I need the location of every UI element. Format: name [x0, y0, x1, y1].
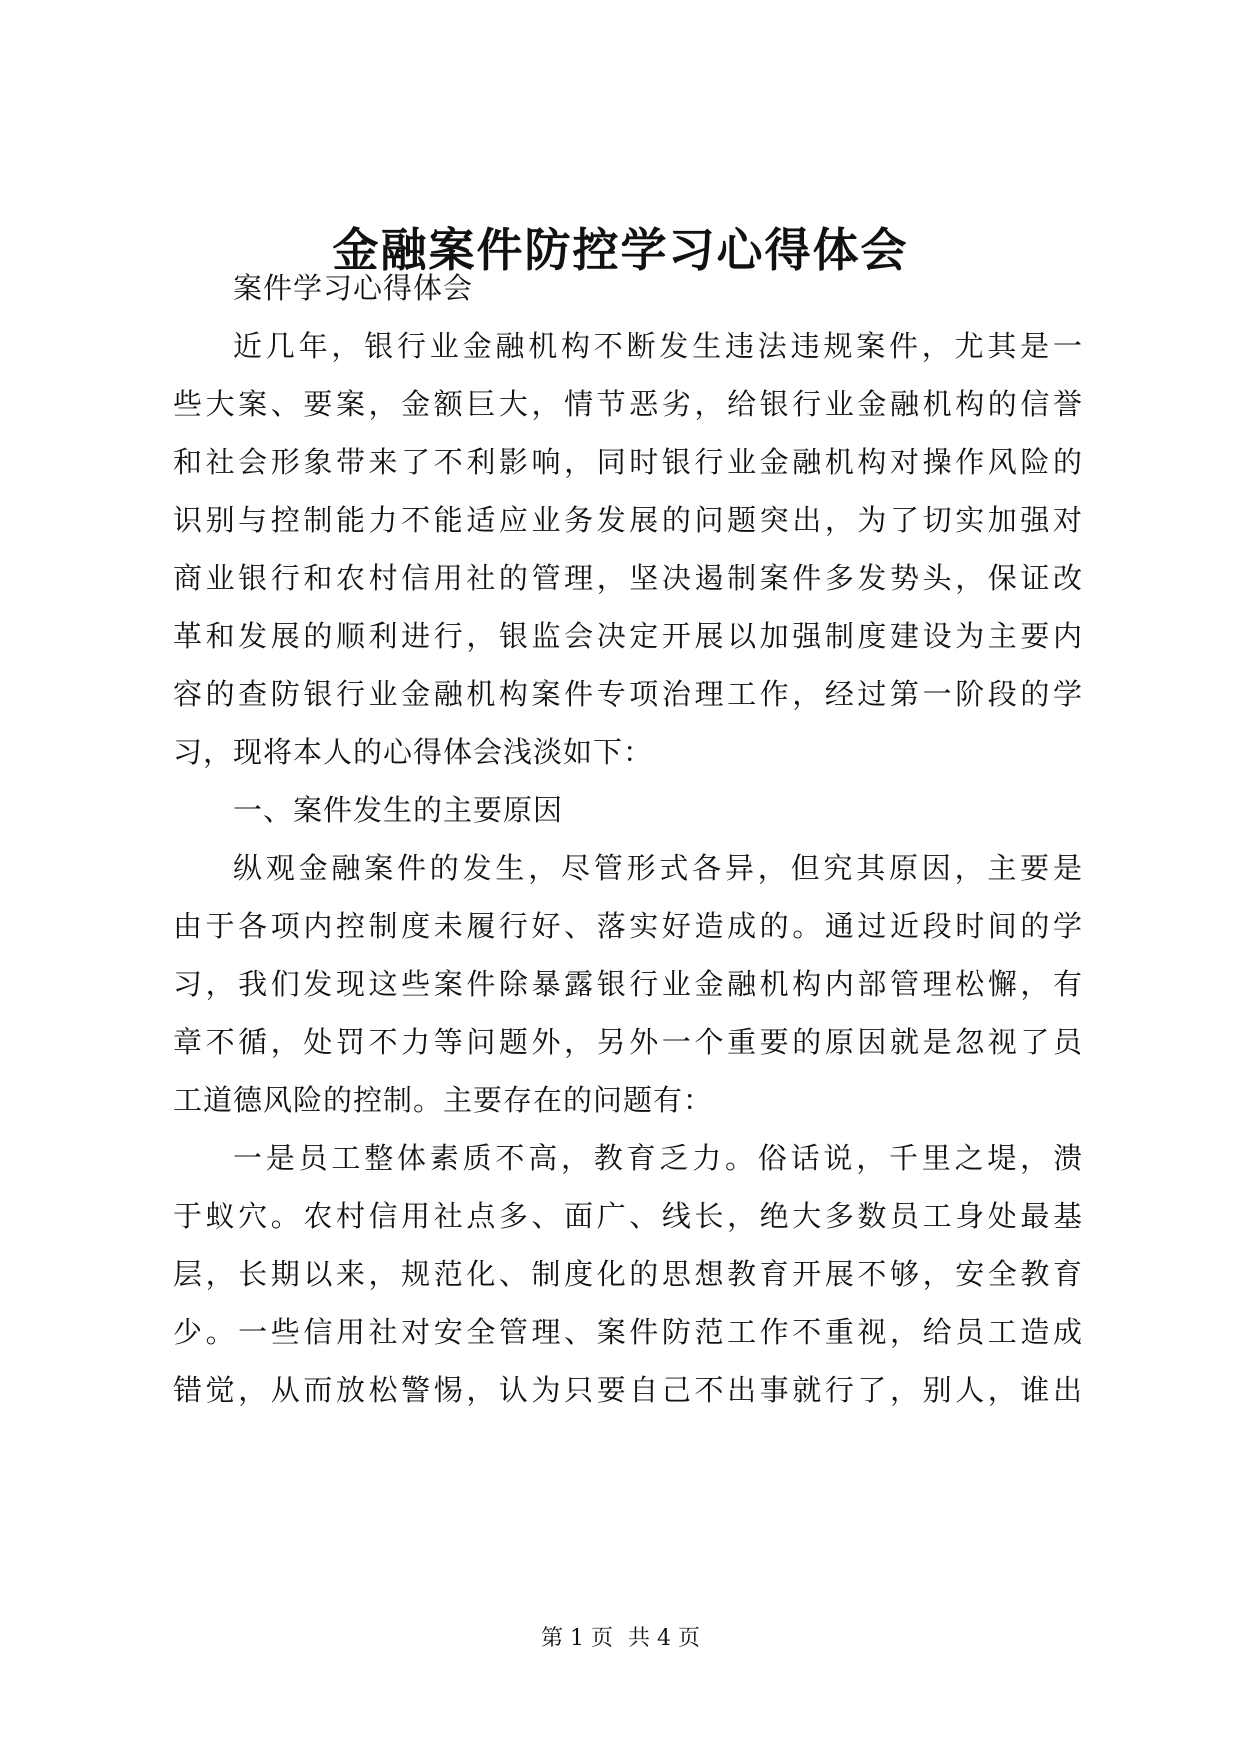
body-line: 革和发展的顺利进行，银监会决定开展以加强制度建设为主要内 [173, 619, 1083, 653]
page-footer [0, 1625, 1241, 1653]
body-line: 工道德风险的控制。主要存在的问题有： [173, 1083, 714, 1117]
body-line: 些大案、要案，金额巨大，情节恶劣，给银行业金融机构的信誉 [173, 387, 1083, 421]
document-title: 金融案件防控学习心得体会 [332, 223, 909, 277]
body-line: 层，长期以来，规范化、制度化的思想教育开展不够，安全教育 [173, 1257, 1083, 1291]
body-line: 错觉，从而放松警惕，认为只要自己不出事就行了，别人，谁出 [173, 1373, 1083, 1407]
page-total: 共 4 页 [628, 1626, 700, 1651]
body-line: 于蚁穴。农村信用社点多、面广、线长，绝大多数员工身处最基 [173, 1199, 1083, 1233]
page-number: 第 1 页 [541, 1626, 613, 1651]
body-line: 习，现将本人的心得体会浅淡如下： [173, 735, 654, 769]
subtitle-line: 案件学习心得体会 [233, 271, 474, 305]
body-line: 少。一些信用社对安全管理、案件防范工作不重视，给员工造成 [173, 1315, 1083, 1349]
body-line: 识别与控制能力不能适应业务发展的问题突出，为了切实加强对 [173, 503, 1083, 537]
body-line: 由于各项内控制度未履行好、落实好造成的。通过近段时间的学 [173, 909, 1083, 943]
body-line: 和社会形象带来了不利影响，同时银行业金融机构对操作风险的 [173, 445, 1083, 479]
body-line: 商业银行和农村信用社的管理，坚决遏制案件多发势头，保证改 [173, 561, 1083, 595]
body-line: 近几年，银行业金融机构不断发生违法违规案件，尤其是一 [233, 329, 1083, 363]
body-line: 章不循，处罚不力等问题外，另外一个重要的原因就是忽视了员 [173, 1025, 1083, 1059]
body-line: 容的查防银行业金融机构案件专项治理工作，经过第一阶段的学 [173, 677, 1083, 711]
section-heading: 一、案件发生的主要原因 [233, 793, 564, 827]
body-line: 一是员工整体素质不高，教育乏力。俗话说，千里之堤，溃 [233, 1141, 1083, 1175]
body-line: 习，我们发现这些案件除暴露银行业金融机构内部管理松懈，有 [173, 967, 1083, 1001]
body-line: 纵观金融案件的发生，尽管形式各异，但究其原因，主要是 [233, 851, 1083, 885]
